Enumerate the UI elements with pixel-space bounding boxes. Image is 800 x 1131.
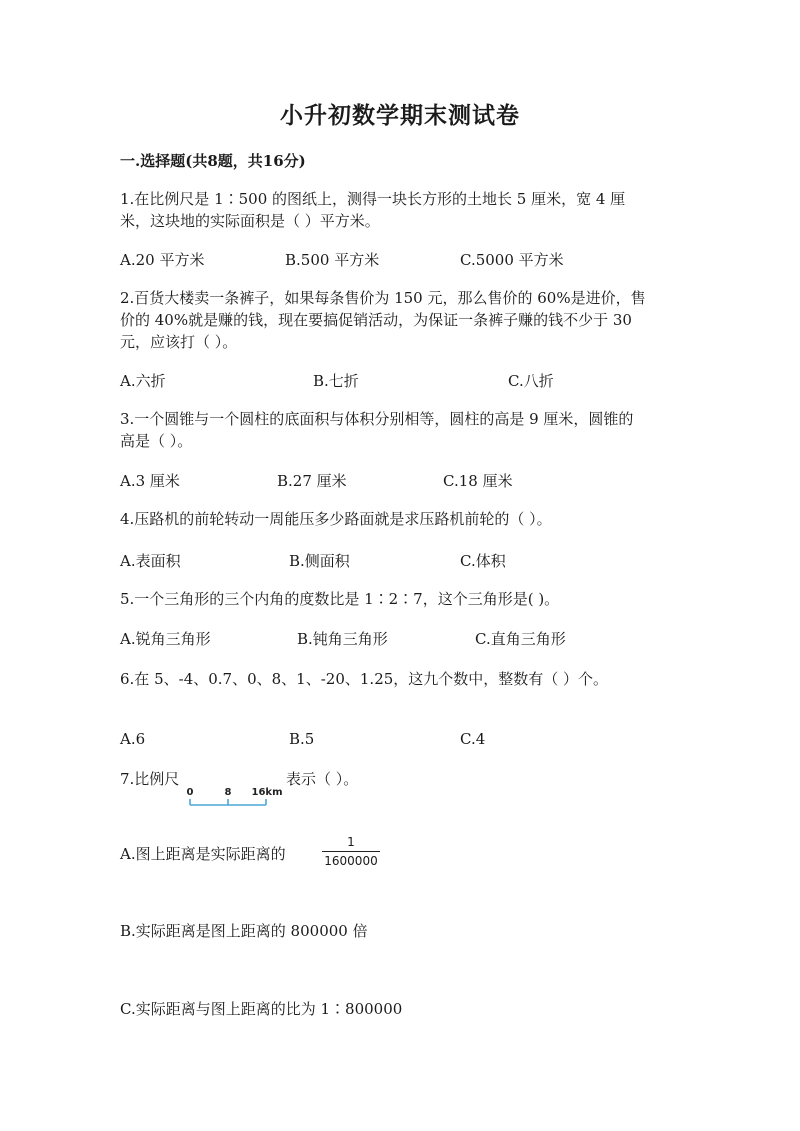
question-5-line-1: 5.一个三角形的三个内角的度数比是 1∶2∶7，这个三角形是( )。	[120, 590, 560, 608]
q1-option-c: C.5000 平方米	[460, 251, 564, 269]
q3-option-c: C.18 厘米	[443, 472, 513, 490]
q5-option-c: C.直角三角形	[475, 630, 566, 648]
fraction-denominator: 1600000	[324, 854, 378, 868]
q5-option-a: A.锐角三角形	[120, 630, 211, 648]
question-3	[120, 408, 633, 452]
q2-option-c: C.八折	[508, 372, 554, 390]
q2-option-b: B.七折	[313, 372, 359, 390]
question-7-suffix: 表示（ ）。	[286, 770, 359, 788]
section-heading: 一.选择题(共8题，共16分)	[120, 152, 306, 170]
q6-option-a: A.6	[120, 730, 146, 748]
question-2-line-1: 2.百货大楼卖一条裤子，如果每条售价为 150 元，那么售价的 60%是进价，售	[120, 289, 646, 307]
scale-label-8: 8	[224, 787, 232, 798]
q1-option-a: A.20 平方米	[120, 251, 205, 269]
scale-label-16km: 16km	[251, 787, 283, 798]
q1-option-b: B.500 平方米	[285, 251, 380, 269]
question-2-line-2: 价的 40%就是赚的钱，现在要搞促销活动，为保证一条裤子赚的钱不少于 30	[120, 311, 632, 329]
question-4-line-1: 4.压路机的前轮转动一周能压多少路面就是求压路机前轮的（ ）。	[120, 510, 552, 528]
question-5	[120, 588, 559, 610]
q6-option-c: C.4	[460, 730, 486, 748]
question-1-line-2: 米，这块地的实际面积是（ ）平方米。	[120, 212, 380, 230]
q7-fraction	[320, 835, 382, 868]
fraction-bar	[322, 851, 380, 852]
q4-option-b: B.侧面积	[289, 552, 350, 570]
scale-label-0: 0	[187, 787, 194, 798]
q3-option-a: A.3 厘米	[120, 472, 180, 490]
question-7-prefix: 7.比例尺	[120, 770, 180, 788]
question-3-line-1: 3.一个圆锥与一个圆柱的底面积与体积分别相等，圆柱的高是 9 厘米，圆锥的	[120, 410, 634, 428]
question-4	[120, 508, 552, 530]
q7-option-c: C.实际距离与图上距离的比为 1∶800000	[120, 1000, 403, 1018]
question-2-line-3: 元，应该打（ ）。	[120, 333, 238, 351]
question-3-line-2: 高是（ ）。	[120, 432, 193, 450]
fraction-numerator: 1	[347, 835, 355, 849]
question-2	[120, 287, 646, 353]
q5-option-b: B.钝角三角形	[297, 630, 388, 648]
q6-option-b: B.5	[289, 730, 315, 748]
q7-option-b: B.实际距离是图上距离的 800000 倍	[120, 922, 368, 940]
question-6	[120, 668, 608, 690]
q3-option-b: B.27 厘米	[277, 472, 347, 490]
scale-bar-figure	[187, 784, 287, 808]
question-1	[120, 188, 625, 232]
q7-option-a: A.图上距离是实际距离的	[120, 845, 286, 863]
page-title: 小升初数学期末测试卷	[280, 102, 520, 129]
q4-option-c: C.体积	[460, 552, 506, 570]
question-1-line-1: 1.在比例尺是 1∶500 的图纸上，测得一块长方形的土地长 5 厘米，宽 4 厘	[120, 190, 626, 208]
q4-option-a: A.表面积	[120, 552, 181, 570]
q2-option-a: A.六折	[120, 372, 166, 390]
question-6-line-1: 6.在 5、-4、0.7、0、8、1、-20、1.25，这九个数中，整数有（ ）个。	[120, 670, 609, 688]
